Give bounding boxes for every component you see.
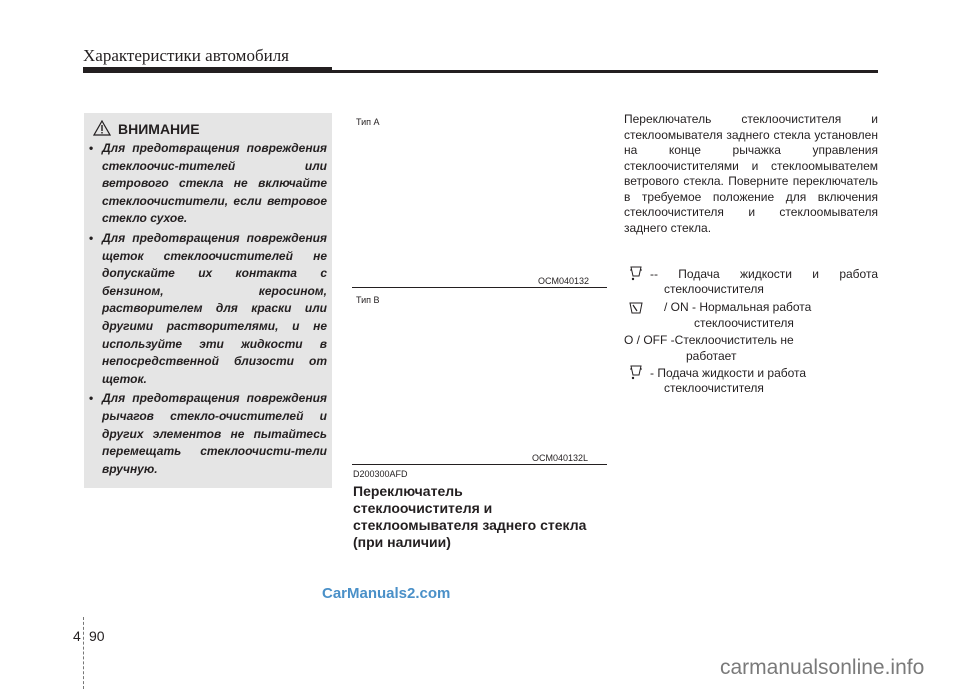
section-description: Переключатель стеклоочистителя и стеклоомывателя заднего стекла установлен на конце рычажка управления стеклоочистителями и стеклоомывателем ветрового стекла. Поверните переключатель в требуемое положение для включения стеклоочистителя и стеклоомывателя заднего стекла. <box>624 112 878 235</box>
warning-item: • Для предотвращения повреждения стеклоочис-тителей или ветрового стекла не включайте стеклоочистители, если ветровое стекло сухое. <box>89 140 327 228</box>
figure-a-code: OCM040132 <box>538 276 590 286</box>
mode-4-line1: - Подача жидкости и работа <box>650 366 807 380</box>
section-title: Переключатель стеклоочистителя и стеклоомывателя заднего стекла (при наличии) <box>353 483 587 550</box>
page-header-title: Характеристики автомобиля <box>83 46 289 65</box>
warning-triangle-icon <box>93 120 111 136</box>
wiper-on-icon <box>628 300 644 316</box>
footer-site-watermark[interactable]: carmanualsonline.info <box>720 656 925 679</box>
mode-4-line2: стеклоочистителя <box>664 381 764 395</box>
mode-2-line1: / ON - Нормальная работа <box>664 300 812 314</box>
section-code: D200300AFD <box>353 469 408 479</box>
warning-list <box>89 140 327 480</box>
mode-2-line2: стеклоочистителя <box>694 316 794 330</box>
mode-1-line2: стеклоочистителя <box>664 282 764 296</box>
warning-title: ВНИМАНИЕ <box>118 121 200 137</box>
figure-type-a-label: Тип A <box>352 114 387 130</box>
figure-b-bottom-rule <box>352 464 607 465</box>
chapter-number: 4 <box>73 628 81 644</box>
page-number: 90 <box>89 628 105 644</box>
mode-3-line1: O / OFF -Стеклоочиститель не <box>624 333 794 347</box>
mode-3-line2: работает <box>686 349 737 363</box>
carmanuals-watermark-link[interactable]: CarManuals2.com <box>322 585 451 602</box>
header-rule <box>83 70 878 73</box>
figure-a-bottom-rule <box>352 287 607 288</box>
warning-item: • Для предотвращения повреждения щеток стеклоочистителей не допускайте их контакта с бензином, керосином, растворителем для краски или другими растворителями, и не используйте эти жидкости в непосредственной близости от щеток. <box>89 230 327 388</box>
figure-b-code: OCM040132L <box>532 453 589 463</box>
mode-1-line1: -- Подача жидкости и работа <box>650 267 878 281</box>
warning-item: • Для предотвращения повреждения рычагов стекло-очистителей и других элементов не пытайтесь перемещать стеклоочисти-тели вручную. <box>89 390 327 478</box>
footer-dashed-rule <box>83 617 85 689</box>
washer-wiper-icon <box>628 364 644 380</box>
figure-type-b-label: Тип B <box>352 292 387 308</box>
washer-spray-icon <box>628 265 644 281</box>
